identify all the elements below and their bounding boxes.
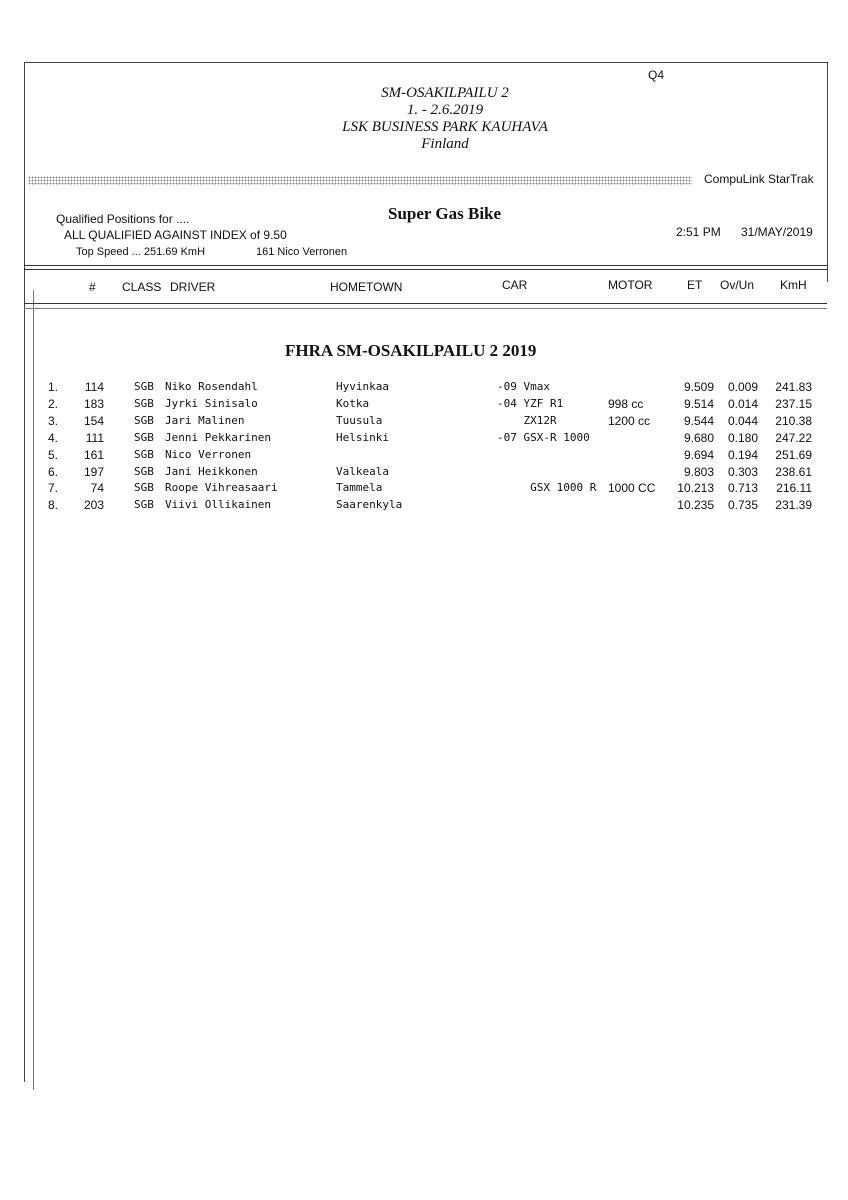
cell-hometown: Tammela	[336, 481, 383, 495]
event-venue: LSK BUSINESS PARK KAUHAVA	[342, 119, 548, 135]
frame-left-line	[24, 62, 25, 1082]
event-country: Finland	[421, 136, 469, 152]
cell-class: SGB	[134, 447, 154, 461]
col-hometown: HOMETOWN	[330, 280, 403, 294]
col-class: CLASS	[122, 280, 162, 294]
report-date: 31/MAY/2019	[741, 225, 813, 239]
cell-num: 197	[83, 464, 104, 479]
cell-hometown: Kotka	[336, 396, 370, 410]
cell-class: SGB	[134, 430, 154, 444]
cell-num: 203	[83, 498, 104, 513]
cell-pos: 1.	[48, 380, 59, 394]
cell-pos: 2.	[48, 396, 59, 411]
cell-class: SGB	[134, 481, 154, 495]
cell-kmh: 231.39	[775, 498, 812, 513]
cell-driver: Nico Verronen	[165, 447, 252, 461]
cell-motor: 1200 cc	[608, 413, 651, 428]
cell-driver: Jyrki Sinisalo	[165, 396, 258, 410]
cell-pos: 5.	[48, 447, 59, 462]
cell-ovun: 0.044	[727, 413, 758, 428]
section-title: FHRA SM-OSAKILPAILU 2 2019	[285, 341, 537, 360]
cell-driver: Jenni Pekkarinen	[165, 430, 271, 444]
separator-line	[24, 265, 827, 266]
cell-driver: Roope Vihreasaari	[165, 481, 278, 495]
cell-num: 111	[85, 430, 104, 445]
table-row	[0, 414, 848, 431]
cell-driver: Niko Rosendahl	[165, 380, 258, 393]
cell-et: 9.803	[683, 464, 714, 479]
cell-class: SGB	[134, 498, 154, 512]
cell-kmh: 241.83	[775, 380, 812, 394]
table-row	[0, 465, 848, 482]
event-dates: 1. - 2.6.2019	[406, 102, 484, 118]
cell-kmh: 216.11	[776, 481, 812, 496]
cell-ovun: 0.194	[727, 447, 758, 462]
cell-pos: 4.	[48, 430, 59, 445]
table-row	[0, 498, 848, 515]
cell-pos: 7.	[48, 481, 59, 496]
col-driver: DRIVER	[170, 280, 216, 294]
cell-kmh: 210.38	[775, 413, 812, 428]
separator-line	[24, 308, 827, 309]
cell-num: 114	[84, 380, 104, 394]
cell-car: -09 Vmax	[497, 380, 550, 393]
table-row	[0, 448, 848, 465]
cell-car: ZX12R	[497, 413, 557, 427]
cell-pos: 3.	[48, 413, 59, 428]
page-code: Q4	[648, 68, 665, 82]
separator-line	[24, 303, 827, 304]
cell-kmh: 238.61	[775, 464, 812, 479]
cell-et: 9.544	[683, 413, 714, 428]
cell-et: 9.694	[683, 447, 714, 462]
table-row	[0, 431, 848, 448]
separator-line	[24, 269, 827, 270]
cell-kmh: 247.22	[775, 430, 812, 445]
cell-pos: 6.	[48, 464, 59, 479]
table-row	[0, 397, 848, 414]
event-title: SM-OSAKILPAILU 2	[381, 85, 509, 101]
cell-motor: 1000 CC	[608, 481, 656, 496]
table-row	[0, 481, 848, 498]
cell-et: 9.509	[683, 380, 714, 394]
cell-et: 9.680	[683, 430, 714, 445]
cell-motor: 998 cc	[608, 396, 644, 411]
top-speed-driver: 161 Nico Verronen	[256, 246, 348, 258]
cell-car: -07 GSX-R 1000	[497, 430, 590, 444]
cell-num: 183	[83, 396, 104, 411]
col-ovun: Ov/Un	[720, 278, 755, 292]
dotted-separator	[28, 176, 692, 185]
cell-driver: Viivi Ollikainen	[165, 498, 271, 512]
cell-hometown: Valkeala	[336, 464, 389, 478]
class-title: Super Gas Bike	[388, 204, 502, 223]
cell-class: SGB	[134, 413, 154, 427]
cell-ovun: 0.014	[727, 396, 758, 411]
cell-hometown: Hyvinkaa	[336, 380, 389, 393]
index-label: ALL QUALIFIED AGAINST INDEX of 9.50	[64, 228, 287, 242]
cell-ovun: 0.009	[727, 380, 758, 394]
cell-kmh: 251.69	[775, 447, 812, 462]
cell-ovun: 0.713	[727, 481, 758, 496]
col-num: #	[89, 280, 96, 294]
cell-et: 9.514	[683, 396, 714, 411]
cell-kmh: 237.15	[775, 396, 812, 411]
cell-num: 74	[90, 481, 104, 496]
timing-system-label: CompuLink StarTrak	[704, 172, 814, 186]
cell-num: 154	[83, 413, 104, 428]
col-et: ET	[687, 278, 703, 292]
cell-ovun: 0.735	[727, 498, 758, 513]
cell-class: SGB	[134, 380, 154, 393]
report-time: 2:51 PM	[676, 225, 721, 239]
cell-car: -04 YZF R1	[497, 396, 564, 410]
cell-num: 161	[83, 447, 104, 462]
frame-top-line	[24, 62, 828, 63]
cell-pos: 8.	[48, 498, 59, 513]
cell-ovun: 0.180	[727, 430, 758, 445]
top-speed-label: Top Speed ... 251.69 KmH	[76, 246, 206, 258]
cell-hometown: Saarenkyla	[336, 498, 403, 512]
cell-ovun: 0.303	[727, 464, 758, 479]
cell-hometown: Helsinki	[336, 430, 389, 444]
cell-car: GSX 1000 R	[497, 481, 597, 495]
col-car: CAR	[502, 278, 528, 292]
table-row	[0, 380, 848, 397]
cell-et: 10.213	[677, 481, 714, 496]
cell-et: 10.235	[677, 498, 714, 513]
col-kmh: KmH	[780, 278, 807, 292]
cell-driver: Jani Heikkonen	[165, 464, 258, 478]
qualified-positions-label: Qualified Positions for ....	[56, 212, 190, 226]
cell-hometown: Tuusula	[336, 413, 383, 427]
col-motor: MOTOR	[608, 278, 653, 292]
cell-driver: Jari Malinen	[165, 413, 245, 427]
cell-class: SGB	[134, 396, 154, 410]
cell-class: SGB	[134, 464, 154, 478]
